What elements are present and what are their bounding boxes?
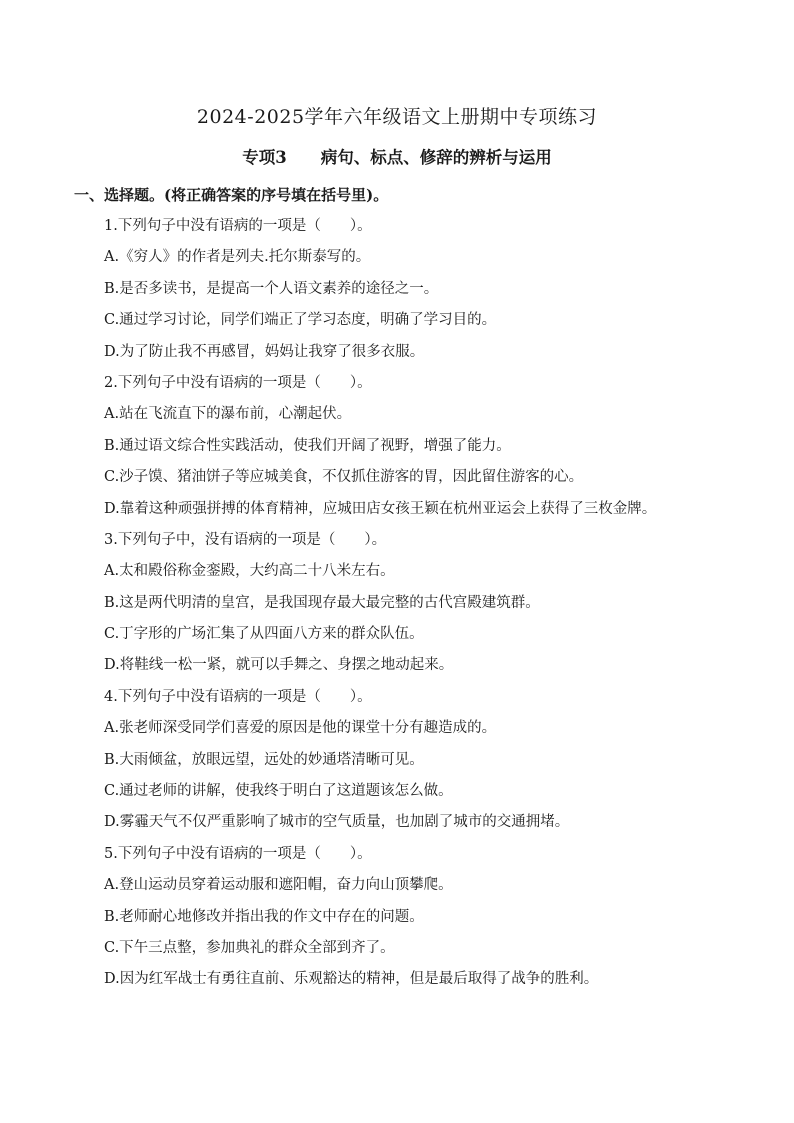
question-list bbox=[104, 215, 744, 1000]
question-stem: 2.下列句子中没有语病的一项是（ ）。 bbox=[104, 374, 372, 391]
option-d: D.因为红军战士有勇往直前、乐观豁达的精神，但是最后取得了战争的胜利。 bbox=[104, 971, 599, 988]
option-a: A.《穷人》的作者是列夫.托尔斯泰写的。 bbox=[104, 249, 371, 266]
option-c: C.通过学习讨论，同学们端正了学习态度，明确了学习目的。 bbox=[104, 312, 497, 329]
option-b: B.这是两代明清的皇宫，是我国现存最大最完整的古代宫殿建筑群。 bbox=[104, 594, 540, 611]
option-d: D.靠着这种顽强拼搏的体育精神，应城田店女孩王颖在杭州亚运会上获得了三枚金牌。 bbox=[104, 500, 657, 517]
option-d: D.为了防止我不再感冒，妈妈让我穿了很多衣服。 bbox=[104, 343, 425, 360]
page-subtitle bbox=[0, 146, 794, 170]
option-b: B.大雨倾盆，放眼远望，远处的妙通塔清晰可见。 bbox=[104, 751, 424, 768]
option-c: C.下午三点整，参加典礼的群众全部到齐了。 bbox=[104, 939, 395, 956]
subtitle-text: 病句、标点、修辞的辨析与运用 bbox=[320, 148, 552, 167]
option-b: B.是否多读书，是提高一个人语文素养的途径之一。 bbox=[104, 280, 439, 297]
option-b: B.老师耐心地修改并指出我的作文中存在的问题。 bbox=[104, 908, 424, 925]
question-stem: 3.下列句子中，没有语病的一项是（ ）。 bbox=[104, 531, 387, 548]
option-b: B.通过语文综合性实践活动，使我们开阔了视野，增强了能力。 bbox=[104, 437, 511, 454]
option-d: D.将鞋线一松一紧，就可以手舞之、身摆之地动起来。 bbox=[104, 657, 454, 674]
option-d: D.雾霾天气不仅严重影响了城市的空气质量，也加剧了城市的交通拥堵。 bbox=[104, 814, 570, 831]
option-a: A.张老师深受同学们喜爱的原因是他的课堂十分有趣造成的。 bbox=[104, 720, 497, 737]
option-a: A.太和殿俗称金銮殿，大约高二十八米左右。 bbox=[104, 563, 395, 580]
option-c: C.通过老师的讲解，使我终于明白了这道题该怎么做。 bbox=[104, 783, 453, 800]
question-stem: 1.下列句子中没有语病的一项是（ ）。 bbox=[104, 218, 372, 234]
page-title: 2024-2025学年六年级语文上册期中专项练习 bbox=[196, 106, 598, 128]
option-a: A.站在飞流直下的瀑布前，心潮起伏。 bbox=[104, 406, 352, 423]
question-stem: 4.下列句子中没有语病的一项是（ ）。 bbox=[104, 688, 372, 705]
section-heading: 一、选择题。(将正确答案的序号填在括号里)。 bbox=[74, 186, 389, 204]
option-c: C.沙子馍、猪油饼子等应城美食，不仅抓住游客的胃，因此留住游客的心。 bbox=[104, 469, 584, 486]
subtitle-number: 专项3 bbox=[242, 148, 287, 167]
option-a: A.登山运动员穿着运动服和遮阳帽，奋力向山顶攀爬。 bbox=[104, 877, 453, 894]
option-c: C.丁字形的广场汇集了从四面八方来的群众队伍。 bbox=[104, 626, 424, 643]
question-stem: 5.下列句子中没有语病的一项是（ ）。 bbox=[104, 845, 372, 862]
